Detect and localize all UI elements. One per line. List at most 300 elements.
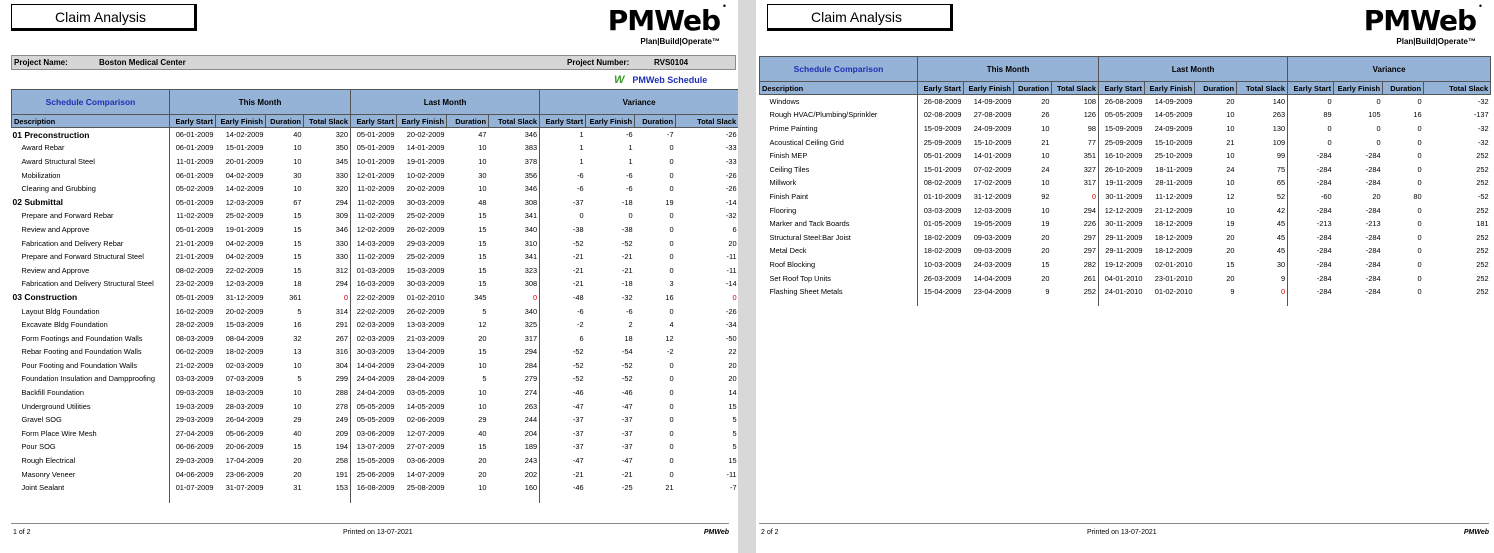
table-cell: 0 [1417,259,1422,269]
logo-wordmark: PMWeb [607,4,720,37]
table-cell: -52 [621,374,633,384]
table-cell: 16 [293,320,302,330]
table-cell: 21-01-2009 [170,236,216,250]
table-cell: 263 [1272,110,1286,120]
activity-description: Flashing Sheet Metals [769,287,843,297]
table-cell: 18-11-2009 [1155,164,1193,174]
activity-description: Pour Footing and Foundation Walls [21,360,138,370]
table-cell: 30-03-2009 [406,197,445,207]
table-cell: 14-04-2009 [973,273,1012,283]
table-cell: 312 [335,265,349,275]
table-cell: -11 [726,265,737,275]
table-cell: 02-03-2009 [225,360,264,370]
table-cell: 126 [1083,110,1097,120]
table-cell: 01-07-2009 [170,481,216,495]
table-cell: 15 [478,224,487,234]
table-cell: 330 [335,252,349,262]
table-cell: 08-02-2009 [918,176,964,190]
table-cell: 10 [1041,123,1050,133]
activity-description: Finish MEP [769,151,808,161]
table-cell: -32 [725,211,737,221]
table-row [760,285,1491,299]
table-cell: -6 [626,306,633,316]
table-cell: 0 [1417,123,1422,133]
table-cell: 11-02-2009 [351,182,397,196]
schedule-table-page-2 [759,56,1491,306]
table-cell: 0 [669,442,674,452]
table-cell: 10 [293,156,302,166]
project-info-bar [11,55,736,70]
table-cell: 12-02-2009 [351,223,397,237]
table-cell: 294 [335,279,349,289]
table-cell: -284 [1288,176,1334,190]
activity-description: Review and Approve [21,224,90,234]
table-cell: -32 [1477,97,1489,107]
table-cell: 05-02-2009 [170,182,216,196]
table-cell: 07-02-2009 [973,164,1012,174]
table-cell: 05-05-2009 [351,399,397,413]
table-cell: 323 [524,265,538,275]
project-name: Boston Medical Center [99,58,186,67]
table-cell: -37 [540,440,586,454]
table-cell: 252 [1476,273,1489,283]
table-cell: 12-07-2009 [406,428,445,438]
table-cell: 294 [1083,205,1097,215]
table-row [12,223,739,237]
table-cell: 16-08-2009 [351,481,397,495]
table-cell: 282 [1083,259,1097,269]
table-row [760,176,1491,190]
schedule-comparison-header: Schedule Comparison [760,57,918,82]
table-cell: 08-02-2009 [170,263,216,277]
activity-description: Fabrication and Delivery Rebar [21,238,124,248]
table-cell: 24-09-2009 [973,123,1012,133]
table-cell: 14-05-2009 [406,401,445,411]
table-cell: -46 [621,388,633,398]
table-cell: -284 [1288,162,1334,176]
table-cell: 0 [669,388,674,398]
activity-description: Gravel SOG [21,415,62,425]
table-cell: 209 [335,428,349,438]
table-cell: 20 [1041,97,1050,107]
table-cell: -32 [621,292,633,302]
table-cell: 25-09-2009 [1099,135,1145,149]
table-cell: 29 [478,415,487,425]
table-row [12,236,739,250]
table-cell: 06-02-2009 [170,345,216,359]
table-cell: 20 [1226,273,1235,283]
table-cell: 181 [1476,219,1489,229]
table-cell: 20 [1226,232,1235,242]
table-cell: 21-03-2009 [406,333,445,343]
table-cell: 14-04-2009 [351,359,397,373]
table-cell: -21 [621,469,633,479]
table-cell: 21-12-2009 [1154,205,1193,215]
activity-description: Underground Utilities [21,401,91,411]
table-cell: 327 [1083,164,1097,174]
table-cell: 252 [1476,178,1489,188]
table-cell: 10 [293,360,302,370]
table-cell: 23-04-2009 [406,360,445,370]
group-description: 03 Construction [12,292,78,303]
table-cell: 10 [478,360,487,370]
table-cell: 20 [1226,97,1235,107]
table-row [12,291,739,305]
table-cell: 77 [1087,137,1097,147]
column-header: Duration [447,115,489,128]
table-cell: 31-07-2009 [225,483,264,493]
table-cell: 15 [728,456,737,466]
table-cell: 0 [343,292,349,302]
project-number-label: Project Number: [567,58,630,67]
table-cell: 204 [524,428,538,438]
table-row [760,162,1491,176]
table-cell: -46 [540,481,586,495]
table-cell: 341 [524,211,538,221]
table-cell: 14-01-2009 [406,143,445,153]
activity-description: Rough HVAC/Plumbing/Sprinkler [769,110,878,120]
table-cell: 10 [478,388,487,398]
table-cell: 20-02-2009 [225,306,264,316]
table-cell: 5 [732,442,737,452]
table-cell: 9 [1230,287,1235,297]
report-page-1 [0,0,738,553]
table-cell: 20 [293,456,302,466]
table-cell: -2 [540,318,586,332]
table-cell: 16-03-2009 [351,277,397,291]
table-cell: 12-12-2009 [1099,203,1145,217]
table-cell: 19 [1041,219,1050,229]
table-cell: 0 [669,224,674,234]
table-cell: -37 [540,427,586,441]
table-cell: 02-03-2009 [351,331,397,345]
table-cell: 25-06-2009 [351,467,397,481]
table-cell: -284 [1288,285,1334,299]
table-cell: 5 [482,306,487,316]
printed-date: Printed on 13-07-2021 [1087,529,1157,536]
table-cell: 19 [1226,219,1235,229]
table-row [12,467,739,481]
table-cell: -284 [1288,271,1334,285]
table-cell: 32 [293,333,302,343]
table-cell: 10 [293,184,302,194]
table-cell: 27-08-2009 [973,110,1012,120]
activity-description: Roof Blocking [769,259,816,269]
table-cell: 12-03-2009 [225,197,264,207]
table-cell: 10 [478,483,487,493]
activity-description: Windows [769,97,800,107]
table-cell: 18-02-2009 [225,347,264,357]
table-cell: 10-01-2009 [351,155,397,169]
table-cell: 15 [293,442,302,452]
table-cell: 1 [540,141,586,155]
table-cell: 252 [1476,259,1489,269]
table-cell: 27-07-2009 [406,442,445,452]
table-cell: 15 [1041,259,1050,269]
table-cell: 15 [478,347,487,357]
page-number: 2 of 2 [761,529,779,536]
column-header: Early Finish [1334,82,1383,95]
activity-description: Rebar Footing and Foundation Walls [21,347,142,357]
table-cell: 09-03-2009 [973,246,1012,256]
table-cell: 10 [1226,110,1235,120]
table-cell: 18-12-2009 [1154,219,1193,229]
column-header: Early Start [1288,82,1334,95]
table-cell: 29 [293,415,302,425]
group-description: 01 Preconstruction [12,129,90,140]
table-cell: 20 [1041,273,1050,283]
table-cell: 1 [628,156,633,166]
table-row [12,454,739,468]
table-cell: 20 [1041,246,1050,256]
activity-description: Fabrication and Delivery Structural Steel [21,279,154,289]
table-row [12,427,739,441]
table-cell: 18-12-2009 [1154,246,1193,256]
table-cell: 21 [1041,137,1050,147]
table-cell: 75 [1276,164,1286,174]
table-cell: 05-01-2009 [918,149,964,163]
table-cell: 252 [1476,232,1489,242]
column-header: Early Start [918,82,964,95]
table-cell: 18-02-2009 [918,244,964,258]
column-header: Total Slack [489,115,540,128]
table-cell: 25-02-2009 [406,252,445,262]
table-cell: -6 [626,130,633,140]
table-cell: 01-05-2009 [918,217,964,231]
table-cell: 18 [624,333,633,343]
table-cell: 20 [1226,246,1235,256]
table-cell: 0 [669,374,674,384]
table-cell: 9 [1280,273,1286,283]
table-cell: 11-02-2009 [351,250,397,264]
table-cell: 40 [293,130,302,140]
table-cell: 0 [540,209,586,223]
table-cell: 15 [478,211,487,221]
table-cell: 252 [1476,205,1489,215]
table-cell: 249 [335,415,349,425]
table-cell: 191 [335,469,349,479]
column-header: Duration [1014,82,1052,95]
table-cell: 01-03-2009 [351,263,397,277]
table-cell: 291 [335,320,349,330]
table-cell: -284 [1365,246,1381,256]
table-cell: 0 [669,184,674,194]
table-cell: 15 [478,238,487,248]
table-cell: 10 [478,156,487,166]
table-cell: -32 [1477,123,1489,133]
activity-description: Foundation Insulation and Dampproofing [21,374,156,384]
table-cell: 0 [1417,205,1422,215]
table-cell: 10 [478,184,487,194]
table-cell: 26-10-2009 [1099,162,1145,176]
table-cell: 0 [1091,191,1097,201]
table-cell: 30-11-2009 [1099,190,1145,204]
table-cell: 10 [1226,205,1235,215]
table-cell: 18-12-2009 [1154,232,1193,242]
table-cell: 0 [669,238,674,248]
logo-dot-icon: • [1478,1,1482,11]
table-cell: 14-07-2009 [406,469,445,479]
activity-description: Prepare and Forward Structural Steel [21,252,144,262]
table-cell: -284 [1288,203,1334,217]
table-cell: 6 [732,224,737,234]
table-row [12,304,739,318]
table-cell: 07-03-2009 [225,374,264,384]
table-cell: 6 [540,331,586,345]
table-cell: 19-01-2009 [406,156,445,166]
table-row [12,345,739,359]
table-cell: 340 [524,306,538,316]
activity-description: Excavate Bldg Foundation [21,320,108,330]
project-name-label: Project Name: [14,58,68,67]
schedule-table-page-1 [11,89,738,503]
schedule-rows-page-2 [760,95,1491,307]
variance-header: Variance [1288,57,1491,82]
activity-description: Millwork [769,178,797,188]
table-cell: 15-03-2009 [225,320,264,330]
table-cell: 26 [1041,110,1050,120]
table-cell: 10 [478,401,487,411]
table-cell: 28-02-2009 [170,318,216,332]
column-header: Early Start [351,115,397,128]
table-cell: -33 [725,156,737,166]
table-cell: 06-01-2009 [170,128,216,142]
table-cell: 274 [524,388,538,398]
table-row [12,168,739,182]
table-cell: 0 [669,252,674,262]
schedule-source: W PMWeb Schedule [614,74,708,86]
table-cell: 15-01-2009 [918,162,964,176]
table-cell: 19-03-2009 [170,399,216,413]
this-month-header: This Month [170,90,351,115]
table-cell: 21 [665,483,674,493]
table-cell: 310 [524,238,538,248]
table-row [760,135,1491,149]
table-cell: -50 [725,333,737,343]
table-cell: 24-04-2009 [351,386,397,400]
table-cell: 24 [1226,164,1235,174]
table-cell: 25-02-2009 [225,211,264,221]
table-cell: 05-01-2009 [351,141,397,155]
table-cell: 5 [482,374,487,384]
table-cell: 0 [1376,137,1381,147]
table-cell: 09-03-2009 [973,232,1012,242]
table-cell: 23-01-2010 [1154,273,1193,283]
table-cell: 26-04-2009 [225,415,264,425]
table-cell: 10-03-2009 [918,258,964,272]
table-cell: 330 [335,170,349,180]
table-cell: 20-02-2009 [406,184,445,194]
table-cell: 351 [1083,151,1097,161]
table-cell: -47 [621,401,633,411]
table-cell: 316 [335,347,349,357]
pmweb-logo [588,1,728,50]
table-cell: 02-03-2009 [351,318,397,332]
table-cell: -37 [540,195,586,209]
logo-wordmark: PMWeb [1363,4,1476,37]
table-cell: 15 [293,224,302,234]
table-cell: 0 [1417,287,1422,297]
table-cell: 20 [478,456,487,466]
table-cell: -137 [1473,110,1489,120]
report-title: Claim Analysis [11,4,197,31]
table-cell: 0 [669,156,674,166]
table-cell: -32 [1477,137,1489,147]
table-cell: 0 [1376,97,1381,107]
table-cell: -48 [540,291,586,305]
table-cell: 22-02-2009 [351,291,397,305]
column-header: Early Start [540,115,586,128]
table-row [12,372,739,386]
column-header: Early Finish [586,115,635,128]
table-cell: 22-02-2009 [225,265,264,275]
logo-dot-icon: • [722,1,726,11]
table-cell: -14 [725,279,737,289]
this-month-header: This Month [918,57,1099,82]
table-cell: 12-03-2009 [225,279,264,289]
table-cell: 06-01-2009 [170,141,216,155]
column-header: Total Slack [676,115,738,128]
table-cell: 14-05-2009 [1154,110,1193,120]
table-cell: -284 [1288,230,1334,244]
table-cell: -26 [725,170,737,180]
table-cell: 297 [1083,232,1097,242]
table-cell: -284 [1365,164,1381,174]
table-cell: 03-03-2009 [170,372,216,386]
activity-description: Pour SOG [21,442,56,452]
activity-description: Layout Bldg Foundation [21,306,100,316]
table-cell: -14 [725,197,737,207]
table-cell: 252 [1083,287,1097,297]
table-cell: 19-01-2009 [225,224,264,234]
table-cell: 04-01-2010 [1099,271,1145,285]
table-cell: 20-06-2009 [225,442,264,452]
table-cell: 20 [1041,232,1050,242]
table-cell: 14-09-2009 [973,97,1012,107]
column-header: Total Slack [1052,82,1099,95]
activity-description: Prime Painting [769,123,818,133]
table-cell: 30 [293,170,302,180]
activity-description: Finish Paint [769,191,809,201]
table-cell: -52 [1477,191,1489,201]
table-cell: 0 [669,170,674,180]
table-cell: 48 [478,197,487,207]
table-cell: 92 [1041,191,1050,201]
table-cell: 160 [524,483,538,493]
table-cell: 15-09-2009 [1099,122,1145,136]
table-cell: -284 [1365,287,1381,297]
table-row [760,271,1491,285]
table-cell: 03-03-2009 [918,203,964,217]
table-cell: 108 [1083,97,1097,107]
column-header: Early Finish [1145,82,1195,95]
table-cell: -6 [540,182,586,196]
activity-description: Backfill Foundation [21,388,84,398]
table-cell: 16 [665,292,674,302]
table-cell: -38 [621,224,633,234]
table-row [12,359,739,373]
activity-description: Ceiling Tiles [769,164,810,174]
table-cell: 10 [293,143,302,153]
table-cell: 267 [335,333,349,343]
table-cell: 0 [1417,178,1422,188]
table-row [12,318,739,332]
table-row [12,141,739,155]
table-cell: 05-01-2009 [351,128,397,142]
table-cell: -52 [621,360,633,370]
table-cell: -52 [621,238,633,248]
table-cell: 12 [665,333,674,343]
